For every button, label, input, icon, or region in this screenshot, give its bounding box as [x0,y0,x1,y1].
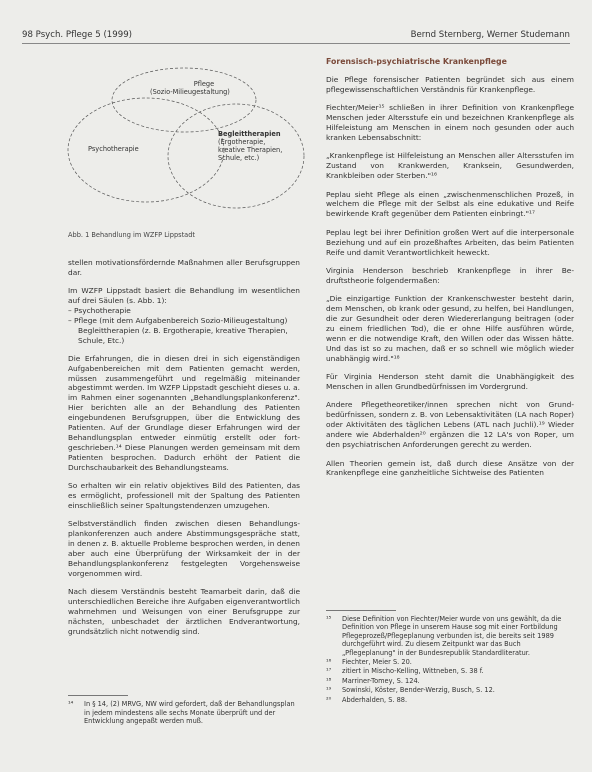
footnote-text: In § 14, (2) MRVG, NW wird gefordert, daß der Behandlungsplan in jedem mindestens alle sechs Monate überprüft und der Entwicklung angepaßt werden muß. [84,700,295,726]
header-rule [22,43,570,44]
left-column [68,258,300,637]
section-title: Forensisch-psychiatrische Krankenpflege [326,57,507,66]
label-begleit-line2: (Ergotherapie, [218,138,266,146]
pillars-list [68,306,300,346]
list-item: – Pflege (mit dem Aufgabenbereich Sozio-Milieugestaltung) [68,316,288,326]
footnote-number: ¹⁴ [68,700,74,708]
right-paragraph-3: Peplau sieht Pflege als einen „zwischenmenschlichen Prozeß, in welchem die Pflege mit der Selbst als eine edukative und Reife bewirkende Kraft gegenüber dem Patienten einbringt."¹⁷ [326,189,574,219]
right-paragraph-6: Für Virginia Henderson steht damit die Unabhängigkeit des Menschen in allen Grundbedürfnissen im Vordergrund. [326,372,574,392]
list-item: – Psychotherapie [68,306,131,316]
label-pflege [150,80,230,96]
footnote-text: Diese Definition von Fiechter/Meier wurde von uns gewählt, da die Definition von Pflege in unserem Hause sog mit einer Fortbildung Pflegeprozeß/Pflegeplanung verbunden ist, die bereits seit 1989 durchgeführt wird. Zu diesem Zeitpunkt war das Buch „Pflegeplanung" in der Bundesrepublik Standardliteratur. [342,615,562,657]
left-paragraph-4: So erhalten wir ein relativ objektives Bild des Patienten, das es ermöglicht, professionell mit der Spaltung des Patienten einschließlich seiner Spaltungstendenzen umzugehen. [68,481,300,510]
label-begleit-line3: kreative Therapien, [218,146,283,154]
footnote-rule-right [326,610,396,611]
running-header-left: 98 Psych. Pflege 5 (1999) [22,30,133,40]
footnotes-right [326,615,574,705]
right-paragraph-1: Die Pflege forensischer Patienten begründet sich aus einem pflegewissenschaftlichen Verständnis für Krankenpflege. [326,74,574,94]
quote-1: „Krankenpflege ist Hilfeleistung an Menschen aller Altersstufen im Zustand von Krankwerden, Kranksein, Gesundwerden, Krankbleiben oder Sterben."¹⁶ [326,151,574,181]
left-paragraph-5: Selbstverständlich finden zwischen diesen Behandlungsplankonferenzen auch andere Abstimmungsgespräche statt, in denen z. B. aktuelle Probleme besprochen werden, in denen aber auch eine Überprüfung der Wirksamkeit der in der Behandlungsplankonferenz festgelegten Vorgehensweise vorgenommen wird. [68,519,300,578]
footnote-item [68,700,300,726]
footnote-item [326,658,574,666]
label-pflege-line1: Pflege [193,80,215,88]
footnote-number: ¹⁸ [326,676,332,685]
quote-2: „Die einzigartige Funktion der Krankenschwester besteht darin, dem Menschen, ob krank oder gesund, zu helfen, bei Handlungen, die zur Gesundheit oder deren Wiedererlangung beitragen (oder zu einem friedlichen Tod), die er ohne Hilfe ausführen würde, wenn er die notwendige Kraft, den Willen oder das Wissen hätte. Und das ist so zu machen, daß er so schnell wie möglich wieder unabhängig wird."¹⁸ [326,294,574,363]
footnote-number: ¹⁹ [326,686,332,695]
footnote-rule-left [68,695,128,696]
left-paragraph-2: Im WZFP Lippstadt basiert die Behandlung im wesentlichen auf drei Säulen (s. Abb. 1): [68,286,300,306]
footnote-text: Abderhalden, S. 88. [342,695,408,704]
footnote-number: ¹⁷ [326,667,332,676]
label-pflege-line2: (Sozio-Milieugestaltung) [150,88,230,96]
figure-caption: Abb. 1 Behandlung im WZFP Lippstadt [68,231,195,239]
right-column [326,57,574,478]
right-paragraph-5: Virginia Henderson beschrieb Krankenpflege in ihrer Bedruftstheorie folgendermaßen: [326,266,574,285]
footnote-item [326,667,574,675]
label-psychotherapie: Psychotherapie [88,145,139,153]
footnote-text: Marriner-Tomey, S. 124. [342,676,420,685]
footnote-number: ²⁰ [326,695,332,704]
footnote-text: Fiechter, Meier S. 20. [342,658,412,667]
right-paragraph-2: Fiechter/Meier¹⁵ schließen in ihrer Definition von Krankenpflege Menschen jeder Altersstufe ein und bezeichnen Krankenpflege als Hilfeleistung am Menschen in einem noch gesunden oder auch kranken Lebensabschnitt: [326,103,574,142]
footnote-number: ¹⁶ [326,658,332,667]
footnote-item [326,677,574,685]
right-paragraph-8: Allen Theorien gemein ist, daß durch diese Ansätze von der Krankenpflege eine ganzheitliche Sichtweise des Patienten [326,458,574,478]
label-begleit-line1: Begleittherapien [218,130,281,138]
label-begleittherapien [218,130,282,162]
right-paragraph-4: Peplau legt bei ihrer Definition großen Wert auf die interpersonale Beziehung und auf ein prozeßhaftes Arbeiten, das beim Patienten Reife und damit Verantwortlichkeit heweckt. [326,227,574,257]
footnote-item [326,686,574,694]
list-item: Begleittherapien (z. B. Ergotherapie, kreative Therapien, Schule, Etc.) [78,325,288,345]
treatment-diagram [66,58,306,228]
footnote-item [326,696,574,704]
footnote-text: Sowinski, Köster, Bender-Werzig, Busch, S. 12. [342,686,495,695]
right-paragraph-7: Andere Pflegetheoretiker/innen sprechen nicht von Grundbedürfnissen, sondern z. B. von Lebensaktivitäten (LA nach Roper) oder Aktivitäten des täglichen Lebens (ATL nach Juchli).¹⁹ Wieder andere wie Abderhalden²⁰ ergänzen die 12 LA's von Roper, um den psychiatrischen Anforderungen gerecht zu werden. [326,400,574,450]
left-paragraph-1: stellen motivationsfördernde Maßnahmen aller Berufsgruppen dar. [68,258,300,277]
label-begleit-line4: Schule, etc.) [218,154,260,162]
left-paragraph-6: Nach diesem Verständnis besteht Teamarbeit darin, daß die unterschiedlichen Bereiche ihre Aufgaben eigenverantwortlich wahrnehmen und Weisungen von einer Berufsgruppe zur nächsten, unbeschadet der ärztlichen Endverantwortung, grundsätzlich nicht notwendig sind. [68,587,300,636]
left-paragraph-3: Die Erfahrungen, die in diesen drei in sich eigenständigen Aufgabenbereichen mit dem Patienten gemacht werden, müssen zusammengeführt und regelmäßig miteinander abgestimmt werden. Im WZFP Lippstadt geschieht dieses u. a. im Rahmen einer sogenannten „Behandlungsplankonferenz". Hier berichten alle an der Behandlung des Patienten eingebundenen Berufsgruppen, über die Entwicklung des Patienten. Auf der Grundlage dieser Erfahrungen wird der Behandlungsplan entweder einmütig erstellt oder fortgeschrieben.¹⁴ Diese Planungen werden gemeinsam mit dem Patienten besprochen. Dadurch erhöht der Patient die Durchschaubarkeit des Behandlungsteams. [68,353,300,472]
footnote-number: ¹⁵ [326,615,332,623]
footnote-14 [68,700,300,727]
running-header-right: Bernd Sternberg, Werner Studemann [410,30,570,40]
footnote-item [326,615,574,657]
footnote-text: zitiert in Mischo-Kelling, Wittneben, S. 38 f. [342,667,484,676]
